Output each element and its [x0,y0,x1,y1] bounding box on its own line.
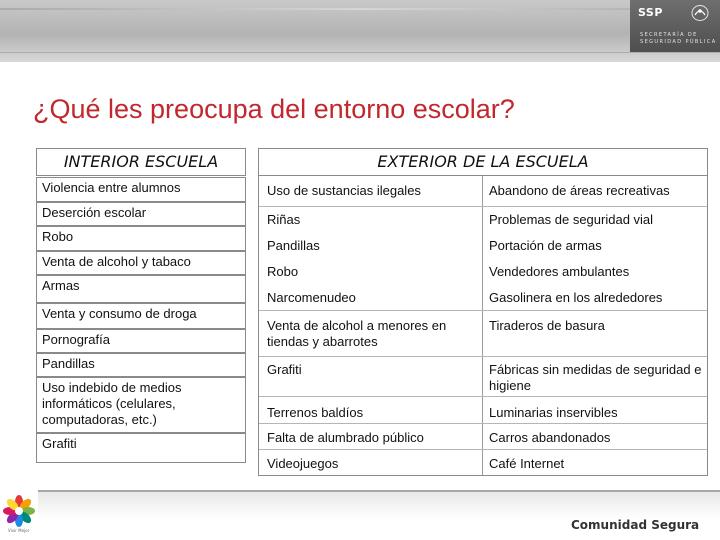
exterior-table [258,176,708,476]
table-cell: Problemas de seguridad vial [489,212,654,227]
table-row [259,396,707,420]
table-cell: Portación de armas [489,238,602,253]
table-cell: Uso de sustancias ilegales [267,183,421,198]
org-name-line1: SECRETARÍA DE [640,32,698,38]
table-row [259,423,707,445]
table-cell: Vendedores ambulantes [489,264,630,279]
interior-item: Violencia entre alumnos [36,177,246,202]
banner-stripe [0,8,720,10]
interior-item: Armas [36,275,246,303]
table-cell: Terrenos baldíos [267,405,364,420]
page-title: ¿Qué les preocupa del entorno escolar? [33,94,515,124]
table-cell: Tiraderos de basura [489,318,605,333]
banner-stripe [0,52,720,53]
national-seal-icon [690,4,710,22]
footer-brand: Comunidad Segura [571,518,700,532]
header-banner [0,0,720,62]
table-row [259,356,707,393]
interior-heading: INTERIOR ESCUELA [36,148,246,176]
table-cell: Carros abandonados [489,430,611,445]
table-cell: Gasolinera en los alrededores [489,290,663,305]
interior-item: Robo [36,226,246,251]
interior-item: Pandillas [36,353,246,377]
interior-item: Venta de alcohol y tabaco [36,251,246,275]
table-cell: Café Internet [489,456,565,471]
table-row [259,449,707,471]
table-cell: Pandillas [267,238,320,253]
vivir-mejor-logo-icon [2,494,36,528]
table-cell: Luminarias inservibles [489,405,618,420]
interior-item: Uso indebido de medios informáticos (celulares, computadoras, etc.) [36,377,246,433]
table-cell: Falta de alumbrado público [267,430,424,445]
interior-item: Pornografía [36,329,246,353]
table-cell: Riñas [267,212,301,227]
table-cell: Narcomenudeo [267,290,356,305]
footer-bar [38,492,720,520]
table-cell: Abandono de áreas recreativas [489,183,670,198]
table-cell: Grafiti [267,362,302,377]
interior-item: Grafiti [36,433,246,463]
table-row [259,310,707,349]
exterior-heading: EXTERIOR DE LA ESCUELA [258,148,708,176]
interior-item: Venta y consumo de droga [36,303,246,329]
interior-list [36,177,246,467]
table-row [259,206,707,227]
table-cell: Venta de alcohol a menores en tiendas y abarrotes [267,318,447,349]
table-cell: Videojuegos [267,456,339,471]
org-name-line2: SEGURIDAD PÚBLICA [640,39,717,45]
logo-caption: Vivir Mejor [8,528,30,533]
interior-item: Deserción escolar [36,202,246,226]
column-divider [482,176,483,475]
org-abbrev: SSP [638,6,663,19]
table-cell: Fábricas sin medidas de seguridad e higiene [489,362,702,393]
table-cell: Robo [267,264,299,279]
